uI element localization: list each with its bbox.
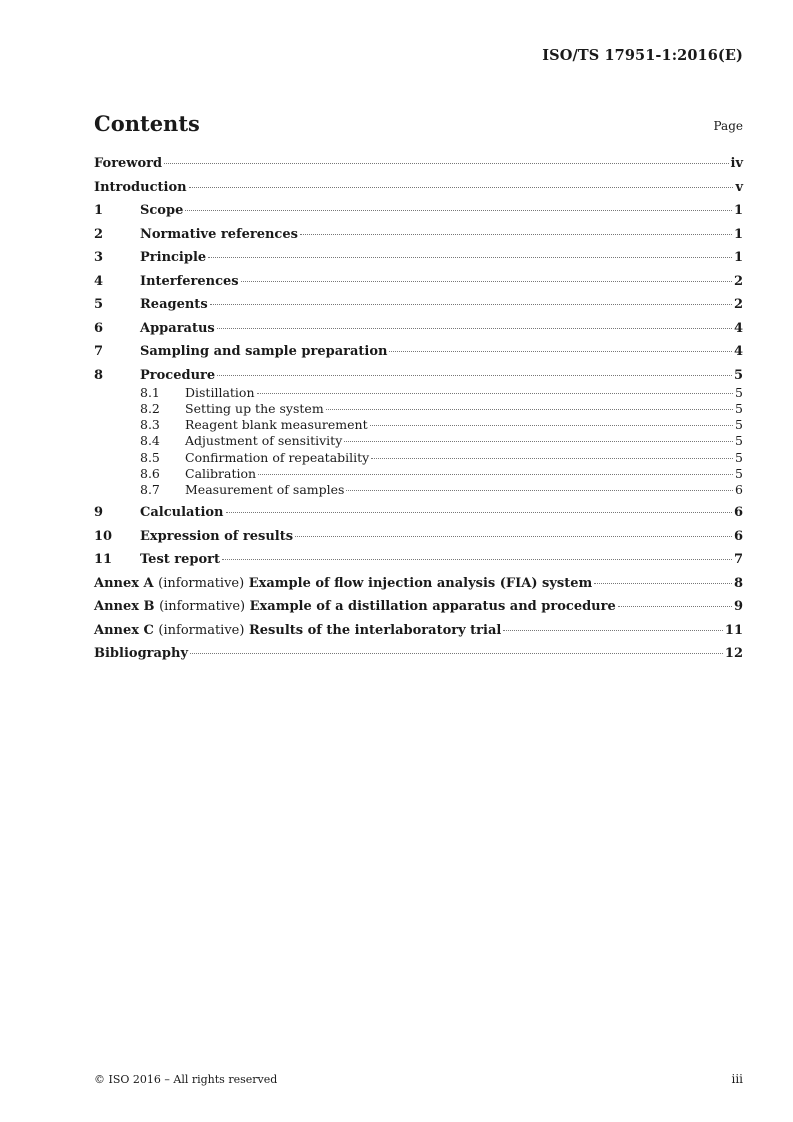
toc-entry-page: 6 — [733, 505, 743, 521]
toc-entry-page: 11 — [724, 622, 743, 638]
toc-entry-number: 2 — [94, 226, 104, 242]
toc-entry-procedure[interactable] — [94, 367, 743, 385]
toc-entry-title: Sampling and sample preparation — [140, 344, 388, 359]
toc-subentry-setting-up[interactable] — [94, 401, 743, 417]
toc-entry-page: 9 — [733, 599, 743, 615]
toc-entry-title — [94, 598, 616, 616]
dot-leader — [258, 474, 733, 475]
toc-entry-apparatus[interactable] — [94, 320, 743, 344]
toc-subentry-page: 5 — [735, 384, 743, 400]
toc-entry-title: Normative references — [140, 226, 298, 242]
table-of-contents — [94, 155, 743, 669]
toc-entry-principle[interactable] — [94, 249, 743, 273]
dot-leader — [503, 630, 723, 631]
toc-entry-title: Bibliography — [94, 646, 189, 662]
annex-label: Annex C — [94, 622, 154, 638]
toc-entry-page: 1 — [733, 226, 743, 242]
toc-entry-page: 12 — [724, 646, 743, 662]
toc-entry-page: 1 — [733, 250, 743, 265]
toc-subentry-page: 5 — [735, 449, 743, 465]
toc-entry-annex-a[interactable] — [94, 575, 743, 599]
toc-entry-scope[interactable] — [94, 202, 743, 226]
toc-subentry-measurement[interactable] — [94, 482, 743, 504]
toc-subentry-page: 5 — [735, 417, 743, 433]
dot-leader — [346, 490, 733, 491]
toc-entry-title: Calculation — [140, 505, 224, 521]
toc-entry-normative-references[interactable] — [94, 226, 743, 250]
toc-subentry-number: 8.4 — [140, 433, 160, 449]
annex-note: (informative) — [158, 622, 245, 638]
dot-leader — [371, 458, 733, 459]
footer-page-number: iii — [731, 1072, 743, 1086]
toc-entry-page: 6 — [733, 528, 743, 544]
dot-leader — [370, 425, 733, 426]
dot-leader — [185, 210, 732, 211]
toc-entry-reagents[interactable] — [94, 296, 743, 320]
toc-subentry-title: Distillation — [185, 384, 255, 400]
toc-entry-title: Expression of results — [140, 528, 294, 544]
toc-subentry-sensitivity[interactable] — [94, 433, 743, 449]
toc-entry-number: 5 — [94, 297, 104, 312]
toc-entry-title: Interferences — [140, 273, 239, 289]
toc-entry-number: 9 — [94, 505, 104, 521]
toc-subentry-title: Setting up the system — [185, 400, 324, 416]
toc-entry-page: 8 — [733, 575, 743, 591]
toc-entry-page: 4 — [733, 320, 743, 336]
dot-leader — [190, 653, 723, 654]
annex-note: (informative) — [158, 575, 245, 591]
toc-entry-title: Procedure — [140, 367, 216, 383]
toc-subentry-number: 8.3 — [140, 417, 160, 433]
annex-title: Example of flow injection analysis (FIA) system — [248, 575, 593, 591]
toc-subentry-title: Confirmation of repeatability — [185, 449, 370, 465]
toc-subentry-number: 8.6 — [140, 465, 160, 481]
dot-leader — [326, 409, 733, 410]
toc-entry-title: Apparatus — [140, 320, 215, 336]
dot-leader — [594, 583, 732, 584]
toc-entry-page: 2 — [733, 297, 743, 312]
dot-leader — [189, 187, 734, 188]
toc-subentry-number: 8.7 — [140, 482, 160, 498]
toc-subentry-calibration[interactable] — [94, 466, 743, 482]
toc-entry-page: v — [735, 179, 743, 195]
dot-leader — [217, 328, 732, 329]
dot-leader — [210, 304, 732, 305]
toc-subentry-page: 6 — [735, 482, 743, 498]
toc-entry-number: 6 — [94, 320, 104, 336]
dot-leader — [618, 606, 732, 607]
toc-entry-calculation[interactable] — [94, 504, 743, 528]
toc-entry-sampling[interactable] — [94, 343, 743, 367]
toc-entry-page: 1 — [733, 203, 743, 218]
page-title: Contents — [94, 111, 200, 136]
toc-entry-page: iv — [730, 156, 743, 171]
toc-entry-foreword[interactable] — [94, 155, 743, 179]
dot-leader — [222, 559, 732, 560]
toc-entry-title: Reagents — [140, 297, 208, 312]
toc-subentry-number: 8.1 — [140, 384, 160, 400]
dot-leader — [389, 351, 731, 352]
dot-leader — [217, 375, 732, 376]
toc-entry-page: 5 — [733, 367, 743, 383]
dot-leader — [257, 393, 734, 394]
toc-entry-expression-of-results[interactable] — [94, 528, 743, 552]
dot-leader — [300, 234, 732, 235]
toc-subentry-repeatability[interactable] — [94, 450, 743, 466]
dot-leader — [344, 441, 733, 442]
toc-entry-number: 1 — [94, 203, 104, 218]
toc-entry-title — [94, 622, 501, 640]
annex-label: Annex A — [94, 575, 154, 591]
toc-entry-interferences[interactable] — [94, 273, 743, 297]
toc-entry-bibliography[interactable] — [94, 645, 743, 669]
toc-entry-number: 3 — [94, 250, 104, 265]
toc-entry-page: 2 — [733, 273, 743, 289]
toc-entry-page: 7 — [733, 552, 743, 568]
toc-entry-introduction[interactable] — [94, 179, 743, 203]
dot-leader — [295, 536, 732, 537]
toc-entry-page: 4 — [733, 344, 743, 359]
toc-entry-title: Principle — [140, 250, 207, 265]
toc-entry-title: Scope — [140, 203, 184, 218]
toc-entry-annex-c[interactable] — [94, 622, 743, 646]
annex-note: (informative) — [159, 599, 246, 615]
toc-subentry-reagent-blank[interactable] — [94, 417, 743, 433]
toc-subentry-number: 8.5 — [140, 449, 160, 465]
dot-leader — [208, 257, 732, 258]
toc-subentry-distillation[interactable] — [94, 385, 743, 401]
annex-title: Example of a distillation apparatus and procedure — [249, 599, 616, 615]
toc-subentry-title: Reagent blank measurement — [185, 417, 368, 433]
toc-entry-title: Test report — [140, 552, 221, 568]
toc-entry-title: Foreword — [94, 156, 163, 171]
toc-entry-number: 8 — [94, 367, 104, 383]
toc-entry-number: 7 — [94, 344, 104, 359]
annex-title: Results of the interlaboratory trial — [248, 622, 502, 638]
dot-leader — [241, 281, 732, 282]
toc-entry-title — [94, 575, 592, 593]
toc-subentry-page: 5 — [735, 465, 743, 481]
dot-leader — [226, 512, 732, 513]
toc-subentry-title: Adjustment of sensitivity — [185, 433, 343, 449]
toc-subentry-title: Measurement of samples — [185, 482, 345, 498]
annex-label: Annex B — [94, 599, 155, 615]
page-column-label: Page — [713, 119, 743, 133]
toc-entry-number: 11 — [94, 552, 113, 568]
toc-entry-title: Introduction — [94, 179, 187, 195]
toc-subentry-number: 8.2 — [140, 400, 160, 416]
toc-subentry-page: 5 — [735, 433, 743, 449]
toc-entry-test-report[interactable] — [94, 551, 743, 575]
toc-subentry-title: Calibration — [185, 465, 257, 481]
toc-entry-number: 10 — [94, 528, 113, 544]
toc-subentry-page: 5 — [735, 400, 743, 416]
footer-copyright: © ISO 2016 – All rights reserved — [94, 1073, 278, 1086]
toc-entry-annex-b[interactable] — [94, 598, 743, 622]
dot-leader — [164, 163, 728, 164]
toc-entry-number: 4 — [94, 273, 104, 289]
document-id: ISO/TS 17951-1:2016(E) — [542, 47, 743, 64]
